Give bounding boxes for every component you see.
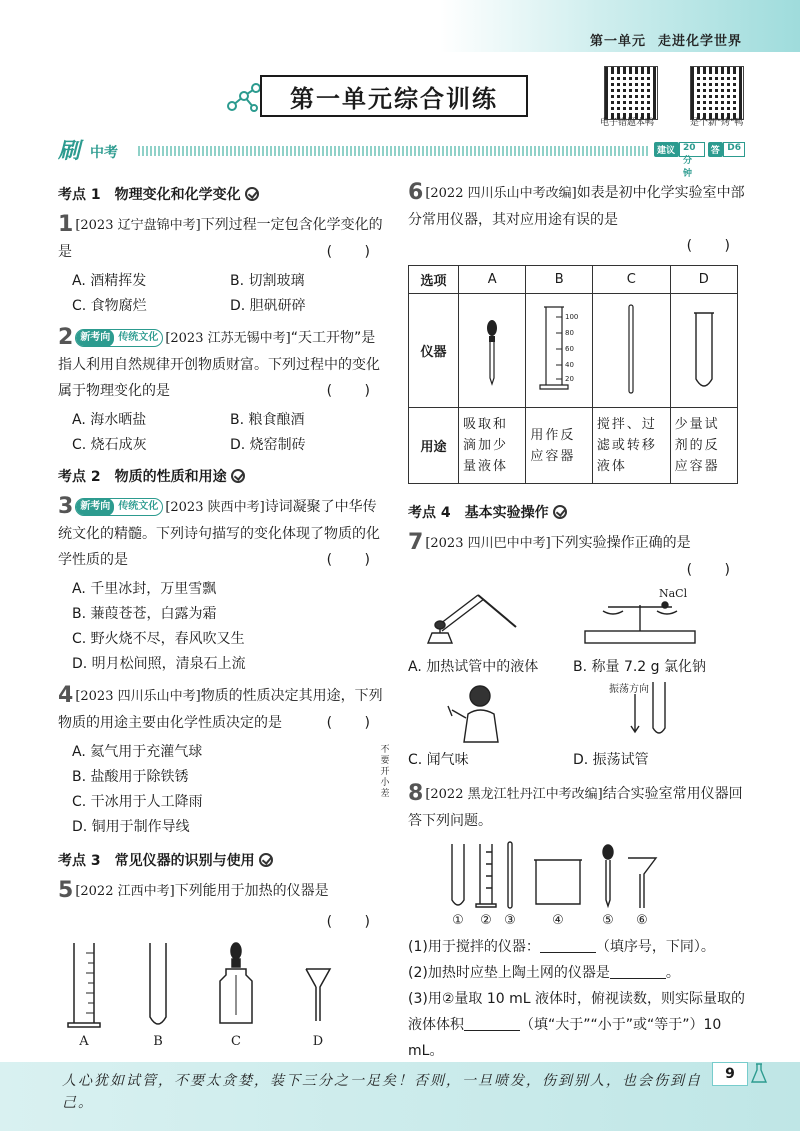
running-header <box>578 30 742 49</box>
check-icon <box>553 505 567 519</box>
left-column <box>58 180 388 1053</box>
question-stem: 如表是初中化学实验室中部分常用仪器，其对应用途有误的是 <box>408 185 745 228</box>
option-b[interactable]: B. 切割玻璃 <box>230 273 305 289</box>
time-value: 20 分钟 <box>679 142 705 157</box>
page-title: 第一单元综合训练 <box>290 84 498 113</box>
question-number: 3 <box>58 494 74 519</box>
question-source: [2023 陕西中考] <box>165 500 265 515</box>
option-d[interactable] <box>573 680 738 773</box>
funnel-icon <box>306 969 330 1021</box>
option-d[interactable]: D. 铜用于制作导线 <box>72 819 190 835</box>
question-source: [2022 四川乐山中考改编] <box>425 186 577 201</box>
question-source: [2022 黑龙江牡丹江中考改编] <box>425 787 603 802</box>
glass-rod-icon <box>508 842 512 908</box>
use-d: 少量试剂的反应容器 <box>670 408 737 484</box>
graduated-cylinder-icon <box>476 844 496 907</box>
table-header: B <box>526 266 592 294</box>
use-b: 用作反应容器 <box>526 408 592 484</box>
scale-mark: 100 <box>565 312 579 321</box>
test-tube-icon <box>689 299 719 399</box>
kaodian-4 <box>408 502 748 522</box>
question-stem: 物质的性质决定其用途，下列物质的用途主要由化学性质决定的是 <box>58 688 383 731</box>
qr2-label: 是个新"烤"鸭 <box>690 118 744 128</box>
unit-label: 第一单元 <box>589 34 646 49</box>
page-number: 9 <box>712 1062 748 1086</box>
question-stem: 结合实验室常用仪器回答下列问题。 <box>408 786 743 829</box>
question-7 <box>408 530 748 583</box>
label-d: D <box>312 1034 324 1049</box>
question-stem: “天工开物”是指人利用自然规律开创物质财富。下列过程中的变化属于物理变化的是 <box>58 330 380 399</box>
instrument-table <box>408 265 738 484</box>
question-stem: 下列实验操作正确的是 <box>550 535 691 551</box>
sub1-tail: （填序号，下同）。 <box>595 939 715 955</box>
footer-band <box>0 1062 800 1131</box>
test-tube-icon <box>452 844 464 905</box>
sub3-tail: （填“大于”“小于”或“等于”）10 mL。 <box>408 1017 722 1059</box>
sub2-tail: 。 <box>665 965 680 981</box>
time-suggestion <box>654 142 748 179</box>
table-header: D <box>670 266 737 294</box>
dropper-icon <box>603 845 613 906</box>
option-b[interactable]: B. 粮食酿酒 <box>230 412 305 428</box>
section-stripes <box>138 146 648 156</box>
question-number: 7 <box>408 530 424 555</box>
question-5 <box>58 878 388 935</box>
option-b[interactable]: B. 盐酸用于除铁锈 <box>72 769 189 785</box>
options-1 <box>58 269 388 319</box>
option-c[interactable]: C. 烧石成灰 <box>72 437 147 453</box>
answer-paren[interactable]: ( ) <box>326 383 384 399</box>
option-d[interactable]: D. 烧窑制砖 <box>230 437 306 453</box>
scale-mark: 60 <box>565 344 575 353</box>
question-number: 4 <box>58 683 74 708</box>
sub2-text: (2)加热时应垫上陶土网的仪器是 <box>408 965 610 981</box>
question-number: 8 <box>408 781 424 806</box>
sub3-text: (3)用②量取 10 mL 液体时，俯视读数，则实际量取的液体体积 <box>408 991 745 1033</box>
option-c-label: C. 闻气味 <box>408 752 469 768</box>
graduated-cylinder-icon <box>68 943 100 1027</box>
kaodian-3-title: 考点 3 常见仪器的识别与使用 <box>58 853 255 869</box>
q8-sub3 <box>408 986 748 1064</box>
options-4 <box>58 740 388 840</box>
question-source: [2023 辽宁盘锦中考] <box>75 218 201 233</box>
kaodian-2-title: 考点 2 物质的性质和用途 <box>58 469 227 485</box>
question-number: 6 <box>408 180 424 205</box>
option-a[interactable]: A. 千里冰封，万里雪飘 <box>72 581 217 597</box>
question-source: [2023 四川乐山中考] <box>75 689 201 704</box>
answer-paren[interactable]: ( ) <box>326 715 384 731</box>
shake-direction-label: 振荡方向 <box>609 684 649 695</box>
label-b: B <box>153 1034 163 1049</box>
right-column <box>408 180 748 1064</box>
answer-paren[interactable]: ( ) <box>686 562 744 578</box>
q5-instruments <box>58 939 358 1049</box>
option-c[interactable] <box>408 680 573 773</box>
option-b-label: B. 称量 7.2 g 氯化钠 <box>573 659 707 675</box>
scale-mark: 40 <box>565 360 575 369</box>
tag-culture: 传统文化 <box>118 332 159 343</box>
option-a[interactable]: A. 酒精挥发 <box>72 273 147 289</box>
section-name: 中考 <box>90 145 118 161</box>
q8-sub2 <box>408 960 748 986</box>
new-trend-tag <box>75 329 163 347</box>
sub1-text: (1)用于搅拌的仪器： <box>408 939 540 955</box>
answer-paren[interactable]: ( ) <box>326 552 384 568</box>
side-note-mascot: 不要开小差 <box>380 745 390 799</box>
question-2 <box>58 325 388 404</box>
check-icon <box>231 469 245 483</box>
label-3: ③ <box>504 913 516 928</box>
option-c[interactable]: C. 食物腐烂 <box>72 298 147 314</box>
scale-mark: 80 <box>565 328 575 337</box>
question-stem: 诗词凝聚了中华传统文化的精髓。下列诗句描写的变化体现了物质的化学性质的是 <box>58 499 380 568</box>
graduated-cylinder-icon <box>534 299 584 399</box>
new-trend-tag <box>75 498 163 516</box>
funnel-icon <box>628 858 656 908</box>
molecule-icon <box>224 80 264 114</box>
q8-instruments <box>438 838 738 930</box>
flask-icon <box>750 1062 768 1084</box>
blank-1[interactable] <box>540 939 596 953</box>
question-number: 5 <box>58 878 74 903</box>
use-a: 吸取和滴加少量液体 <box>459 408 526 484</box>
option-c[interactable]: C. 干冰用于人工降雨 <box>72 794 203 810</box>
options-3 <box>58 577 388 677</box>
nacl-label: NaCl <box>659 587 688 600</box>
answer-paren[interactable]: ( ) <box>326 244 384 260</box>
kaodian-1 <box>58 184 388 204</box>
section-bar <box>58 139 748 179</box>
option-a[interactable]: A. 海水晒盐 <box>72 412 147 428</box>
qr-code-1[interactable] <box>604 66 658 120</box>
smelling-icon <box>408 680 538 744</box>
label-6: ⑥ <box>636 913 648 928</box>
heating-tube-icon <box>408 587 538 651</box>
option-a[interactable] <box>408 587 573 680</box>
qr-code-2[interactable] <box>690 66 744 120</box>
glass-rod-icon <box>621 299 641 399</box>
page-title-box <box>260 75 528 117</box>
question-stem: 下列过程一定包含化学变化的是 <box>58 217 383 260</box>
option-c[interactable]: C. 野火烧不尽，春风吹又生 <box>72 631 245 647</box>
table-header: A <box>459 266 526 294</box>
question-1 <box>58 212 388 265</box>
table-header: C <box>592 266 670 294</box>
balance-icon <box>573 587 713 651</box>
row-label-use: 用途 <box>409 408 459 484</box>
q7-options <box>408 587 738 773</box>
row-label-instrument: 仪器 <box>409 294 459 408</box>
question-3 <box>58 494 388 573</box>
question-number: 2 <box>58 325 74 350</box>
dropper-bottle-icon <box>220 943 252 1023</box>
blank-2[interactable] <box>610 965 666 979</box>
question-source: [2023 四川巴中中考] <box>425 536 551 551</box>
tag-new: 新考向 <box>76 498 114 516</box>
option-b[interactable]: B. 蒹葭苍苍，白露为霜 <box>72 606 217 622</box>
label-c: C <box>231 1034 241 1049</box>
option-b[interactable] <box>573 587 738 680</box>
beaker-icon <box>534 860 582 904</box>
question-source: [2022 江西中考] <box>75 884 175 899</box>
check-icon <box>245 187 259 201</box>
question-number: 1 <box>58 212 74 237</box>
use-c: 搅拌、过滤或转移液体 <box>592 408 670 484</box>
footer-motto: 人心犹如试管，不要太贪婪，装下三分之一足矣！否则，一旦喷发，伤到别人，也会伤到自己。 <box>62 1073 702 1111</box>
table-header: 选项 <box>409 266 459 294</box>
answer-paren[interactable]: ( ) <box>326 914 384 930</box>
unit-title: 走进化学世界 <box>657 34 742 49</box>
option-d-label: D. 振荡试管 <box>573 752 649 768</box>
label-2: ② <box>480 913 492 928</box>
option-d[interactable]: D. 明月松间照，清泉石上流 <box>72 656 246 672</box>
question-4 <box>58 683 388 736</box>
label-4: ④ <box>552 913 564 928</box>
question-source: [2023 江苏无锡中考] <box>165 331 291 346</box>
answer-label: 答案 <box>708 142 724 157</box>
scale-mark: 20 <box>565 374 575 383</box>
time-label: 建议用时 <box>654 142 679 157</box>
kaodian-4-title: 考点 4 基本实验操作 <box>408 505 549 521</box>
option-a-label: A. 加热试管中的液体 <box>408 659 539 675</box>
label-5: ⑤ <box>602 913 614 928</box>
tag-culture: 传统文化 <box>118 501 159 512</box>
blank-3[interactable] <box>464 1017 520 1031</box>
section-logo: 刷 <box>58 139 81 164</box>
shaking-tube-icon <box>573 680 713 744</box>
check-icon <box>259 853 273 867</box>
dropper-icon <box>477 304 507 394</box>
question-6 <box>408 180 748 259</box>
kaodian-1-title: 考点 1 物理变化和化学变化 <box>58 187 241 203</box>
test-tube-icon <box>150 943 166 1024</box>
question-stem: 下列能用于加热的仪器是 <box>174 883 329 899</box>
tag-new: 新考向 <box>76 329 114 347</box>
option-d[interactable]: D. 胆矾研碎 <box>230 298 306 314</box>
q8-sub1 <box>408 934 748 960</box>
option-a[interactable]: A. 氦气用于充灌气球 <box>72 744 203 760</box>
kaodian-3 <box>58 850 388 870</box>
label-a: A <box>79 1034 89 1049</box>
label-1: ① <box>452 913 464 928</box>
kaodian-2 <box>58 466 388 486</box>
qr1-label: 电子错题本鸭 <box>600 118 655 128</box>
question-8 <box>408 781 748 834</box>
answer-paren[interactable]: ( ) <box>686 238 744 254</box>
answer-value: D6 <box>723 142 745 157</box>
options-2 <box>58 408 388 458</box>
